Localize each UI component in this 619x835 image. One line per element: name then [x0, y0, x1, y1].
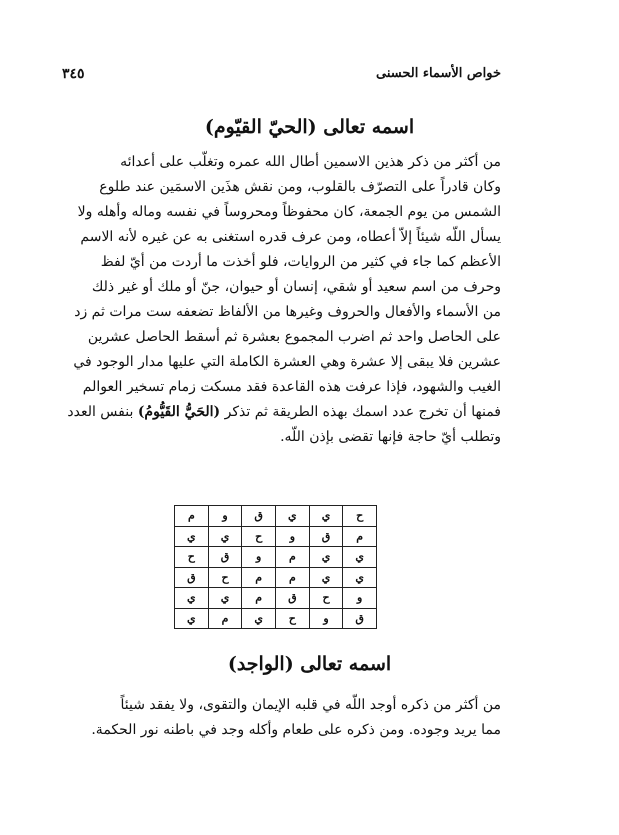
grid-row	[175, 567, 377, 588]
grid-cell: ي	[175, 526, 209, 547]
grid-cell: م	[276, 567, 310, 588]
grid-cell: ح	[175, 547, 209, 568]
grid-cell: ح	[276, 608, 310, 629]
grid-cell: و	[276, 526, 310, 547]
grid-row	[175, 526, 377, 547]
running-title: خواص الأسماء الحسنى	[376, 66, 501, 81]
grid-cell: م	[175, 506, 209, 527]
section-heading-al-wajid: اسمه تعالى (الواجد)	[227, 653, 392, 675]
grid-cell: ي	[309, 547, 343, 568]
text-line: وتطلب أيّ حاجة فإنها تقضى بإذن اللّه.	[280, 429, 501, 445]
line-text-before: فمنها أن تخرج عدد اسمك بهذه الطريقة ثم تذكر	[220, 404, 501, 420]
grid-cell: ي	[175, 608, 209, 629]
text-line: الغيب والشهود، فإذا عرفت هذه القاعدة فقد مسكت زمام تسخير العوالم	[82, 379, 501, 395]
text-line: على الحاصل واحد ثم اضرب المجموع بعشرة ثم أسقط الحاصل عشرين	[87, 329, 501, 345]
grid-cell: ق	[309, 526, 343, 547]
section-heading-al-hayy-al-qayyum: اسمه تعالى (الحيّ القيّوم)	[204, 116, 415, 138]
grid-cell: و	[309, 608, 343, 629]
grid-cell: ي	[276, 506, 310, 527]
text-line: الأعظم كما جاء في كثير من الروايات، فلو أخذت ما أردت من أيّ لفظ	[100, 254, 501, 270]
grid-row	[175, 506, 377, 527]
grid-row	[175, 547, 377, 568]
grid-cell: ح	[309, 588, 343, 609]
grid-cell: ح	[343, 506, 377, 527]
grid-cell: م	[242, 588, 276, 609]
grid-cell: ي	[343, 547, 377, 568]
grid-cell: ق	[208, 547, 242, 568]
text-line: يسأل اللّه شيئاً إلاّ أعطاه، ومن عرف قدره استغنى به عن غيره لأنه الاسم	[80, 229, 501, 245]
text-line: وحرف من اسم سعيد أو شقي، إنسان أو حيوان، جنّ أو ملك أو غير ذلك	[91, 279, 501, 295]
grid-cell: و	[208, 506, 242, 527]
grid-cell: ي	[242, 608, 276, 629]
grid-cell: ق	[276, 588, 310, 609]
letter-square-grid	[174, 505, 377, 629]
grid-cell: م	[343, 526, 377, 547]
grid-cell: ي	[208, 526, 242, 547]
grid-cell: ي	[309, 506, 343, 527]
grid-cell: ي	[175, 588, 209, 609]
line-text-after: بنفس العدد	[67, 404, 138, 420]
grid-cell: و	[242, 547, 276, 568]
grid-cell: ح	[208, 567, 242, 588]
text-line: من أكثر من ذكره أوجد اللّه في قلبه الإيمان والتقوى، ولا يفقد شيئاً	[120, 697, 501, 713]
text-line: الشمس من يوم الجمعة، كان محفوظاً ومحروساً في نفسه وماله وأهله ولا	[77, 204, 501, 220]
grid-cell: ق	[343, 608, 377, 629]
text-line: وكان قادراً على التصرّف بالقلوب، ومن نقش هذَين الاسمَين عند طلوع	[99, 179, 501, 195]
text-line: من أكثر من ذكر هذين الاسمين أطال الله عمره وتغلّب على أعدائه	[120, 154, 501, 170]
section2-paragraph	[62, 693, 501, 743]
grid-cell: م	[242, 567, 276, 588]
page-number: ٣٤٥	[62, 66, 85, 82]
grid-cell: ي	[309, 567, 343, 588]
quoted-names: (الحَيُّ القَيُّومُ)	[137, 404, 221, 420]
grid-cell: ي	[343, 567, 377, 588]
text-line: عشرين فلا يبقى إلا عشرة وهي العشرة الكاملة التي عليها مدار الوجود في	[73, 354, 501, 370]
grid-cell: ي	[208, 588, 242, 609]
grid-cell: ح	[242, 526, 276, 547]
grid-cell: و	[343, 588, 377, 609]
grid-row	[175, 608, 377, 629]
text-line	[62, 400, 501, 425]
grid-cell: ق	[175, 567, 209, 588]
grid-cell: م	[208, 608, 242, 629]
section1-paragraph	[62, 150, 501, 450]
text-line: من الأسماء والأفعال والحروف وغيرها من الألفاظ تضعفه ست مرات ثم زد	[74, 304, 501, 320]
grid-cell: م	[276, 547, 310, 568]
grid-cell: ق	[242, 506, 276, 527]
grid-row	[175, 588, 377, 609]
text-line: مما يريد وجوده. ومن ذكره على طعام وأكله وجد في باطنه نور الحكمة.	[91, 722, 501, 738]
page-header	[62, 66, 501, 90]
